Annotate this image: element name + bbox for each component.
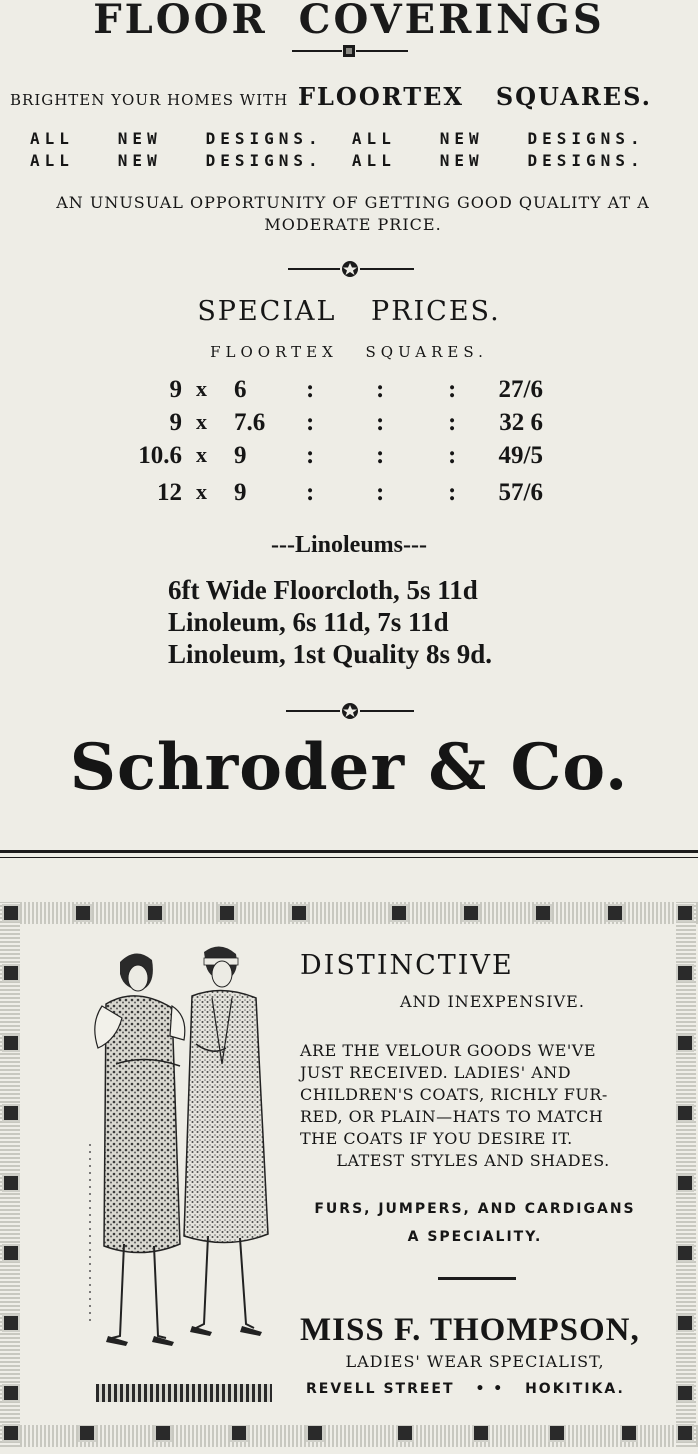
border-ornament: [2, 1244, 20, 1262]
border-ornament: [78, 1424, 96, 1442]
illustration-base-bar: [96, 1384, 272, 1402]
body-line: RED, OR PLAIN—HATS TO MATCH: [300, 1107, 604, 1126]
border-ornament: [2, 964, 20, 982]
border-ornament: [676, 1314, 694, 1332]
leader-colon: :: [376, 409, 385, 436]
border-ornament: [306, 1424, 324, 1442]
furs-line-1: FURS, JUMPERS, AND CARDIGANS: [314, 1201, 636, 1217]
column-rule-thick: [0, 850, 698, 853]
border-ornament: [676, 1034, 694, 1052]
inexpensive-subheading: AND INEXPENSIVE.: [400, 992, 585, 1011]
border-ornament: [676, 1424, 694, 1442]
ad-title: FLOOR COVERINGS: [93, 0, 605, 43]
unusual-opportunity-text: [8, 192, 698, 236]
special-prices-heading: SPECIAL PRICES.: [197, 296, 501, 327]
border-ornament: [462, 904, 480, 922]
leader-colon: :: [306, 479, 315, 506]
size-times: x: [196, 479, 207, 504]
border-ornament: [2, 1174, 20, 1192]
body-line: JUST RECEIVED. LADIES' AND: [300, 1063, 572, 1082]
border-ornament: [396, 1424, 414, 1442]
border-ornament: [548, 1424, 566, 1442]
linoleum-list: [168, 574, 628, 670]
address-line: [306, 1381, 656, 1397]
leader-colon: :: [306, 409, 315, 436]
body-line: ARE THE VELOUR GOODS WE'VE: [300, 1041, 596, 1060]
unusual-line-1: AN UNUSUAL OPPORTUNITY OF GETTING GOOD QUALITY AT A: [56, 193, 650, 212]
border-ornament: [620, 1424, 638, 1442]
body-line: LATEST STYLES AND SHADES.: [336, 1151, 610, 1170]
decorative-border-bottom: [0, 1425, 698, 1447]
size-times: x: [196, 409, 207, 434]
border-ornament: [676, 904, 694, 922]
column-rule-thin: [0, 857, 698, 858]
list-item: Linoleum, 6s 11d, 7s 11d: [168, 607, 449, 637]
size-height: 7.6: [234, 409, 266, 436]
border-ornament: [676, 1384, 694, 1402]
leader-colon: :: [448, 442, 457, 469]
border-ornament: [230, 1424, 248, 1442]
new-designs-line-1: ALL NEW DESIGNS. ALL NEW DESIGNS.: [30, 129, 645, 148]
body-line: CHILDREN'S COATS, RICHLY FUR-: [300, 1085, 608, 1104]
price: 57/6: [498, 479, 543, 506]
velour-goods-text: [300, 1040, 646, 1172]
border-ornament: [390, 904, 408, 922]
size-times: x: [196, 376, 207, 401]
price-row: [120, 442, 580, 475]
border-ornament: [534, 904, 552, 922]
price-row: [120, 409, 580, 442]
furs-speciality: [300, 1195, 650, 1251]
size-width: 9: [169, 376, 182, 403]
list-item: Linoleum, 1st Quality 8s 9d.: [168, 639, 493, 669]
size-height: 9: [234, 479, 247, 506]
leader-colon: :: [306, 376, 315, 403]
border-ornament: [74, 904, 92, 922]
price: 27/6: [498, 376, 543, 403]
size-width: 10.6: [138, 442, 182, 469]
border-ornament: [2, 1384, 20, 1402]
price-row: [120, 479, 580, 512]
border-ornament: [2, 1104, 20, 1122]
price: 49/5: [498, 442, 543, 469]
list-item: 6ft Wide Floorcloth, 5s 11d: [168, 575, 478, 605]
leader-colon: :: [448, 479, 457, 506]
leader-colon: :: [448, 376, 457, 403]
leader-colon: :: [376, 376, 385, 403]
proprietor-name: MISS F. THOMPSON,: [300, 1312, 640, 1348]
border-ornament: [2, 1034, 20, 1052]
border-ornament: [676, 1104, 694, 1122]
floortex-squares-subheading: FLOORTEX SQUARES.: [210, 343, 488, 361]
border-ornament: [2, 1424, 20, 1442]
leader-colon: :: [448, 409, 457, 436]
address-separator: • •: [475, 1381, 505, 1397]
leader-colon: :: [376, 442, 385, 469]
short-rule: [438, 1277, 516, 1280]
new-designs-line-2: ALL NEW DESIGNS. ALL NEW DESIGNS.: [30, 151, 645, 170]
decorative-border-top: [0, 902, 698, 924]
size-times: x: [196, 442, 207, 467]
size-height: 6: [234, 376, 247, 403]
border-ornament: [2, 1314, 20, 1332]
ornament-divider-square: [0, 42, 698, 60]
ornament-divider-star-2: [0, 702, 698, 720]
border-ornament: [676, 1174, 694, 1192]
size-width: 9: [169, 409, 182, 436]
linoleums-heading: ---Linoleums---: [271, 532, 427, 558]
unusual-line-2: MODERATE PRICE.: [264, 215, 442, 234]
brand-floortex: FLOORTEX: [298, 82, 465, 111]
leader-colon: :: [306, 442, 315, 469]
brighten-lead: BRIGHTEN YOUR HOMES WITH: [10, 91, 289, 109]
border-ornament: [290, 904, 308, 922]
proprietor-role: LADIES' WEAR SPECIALIST,: [345, 1352, 605, 1371]
price-row: [120, 376, 580, 409]
distinctive-heading: DISTINCTIVE: [300, 950, 514, 981]
product-squares: SQUARES.: [495, 82, 652, 111]
ornament-divider-star: [0, 260, 698, 278]
furs-line-2: A SPECIALITY.: [407, 1229, 543, 1245]
size-width: 12: [157, 479, 182, 506]
leader-colon: :: [376, 479, 385, 506]
brighten-line: [10, 82, 698, 111]
price: 32 6: [499, 409, 543, 436]
body-line: THE COATS IF YOU DESIRE IT.: [300, 1129, 573, 1148]
border-ornament: [676, 1244, 694, 1262]
two-women-in-coats-illustration: [76, 944, 276, 1374]
company-name: Schroder & Co.: [69, 730, 629, 805]
town: HOKITIKA.: [525, 1381, 625, 1397]
border-ornament: [472, 1424, 490, 1442]
price-table: [120, 376, 580, 512]
border-ornament: [146, 904, 164, 922]
border-ornament: [218, 904, 236, 922]
street: REVELL STREET: [306, 1381, 455, 1397]
border-ornament: [2, 904, 20, 922]
size-height: 9: [234, 442, 247, 469]
border-ornament: [154, 1424, 172, 1442]
border-ornament: [606, 904, 624, 922]
